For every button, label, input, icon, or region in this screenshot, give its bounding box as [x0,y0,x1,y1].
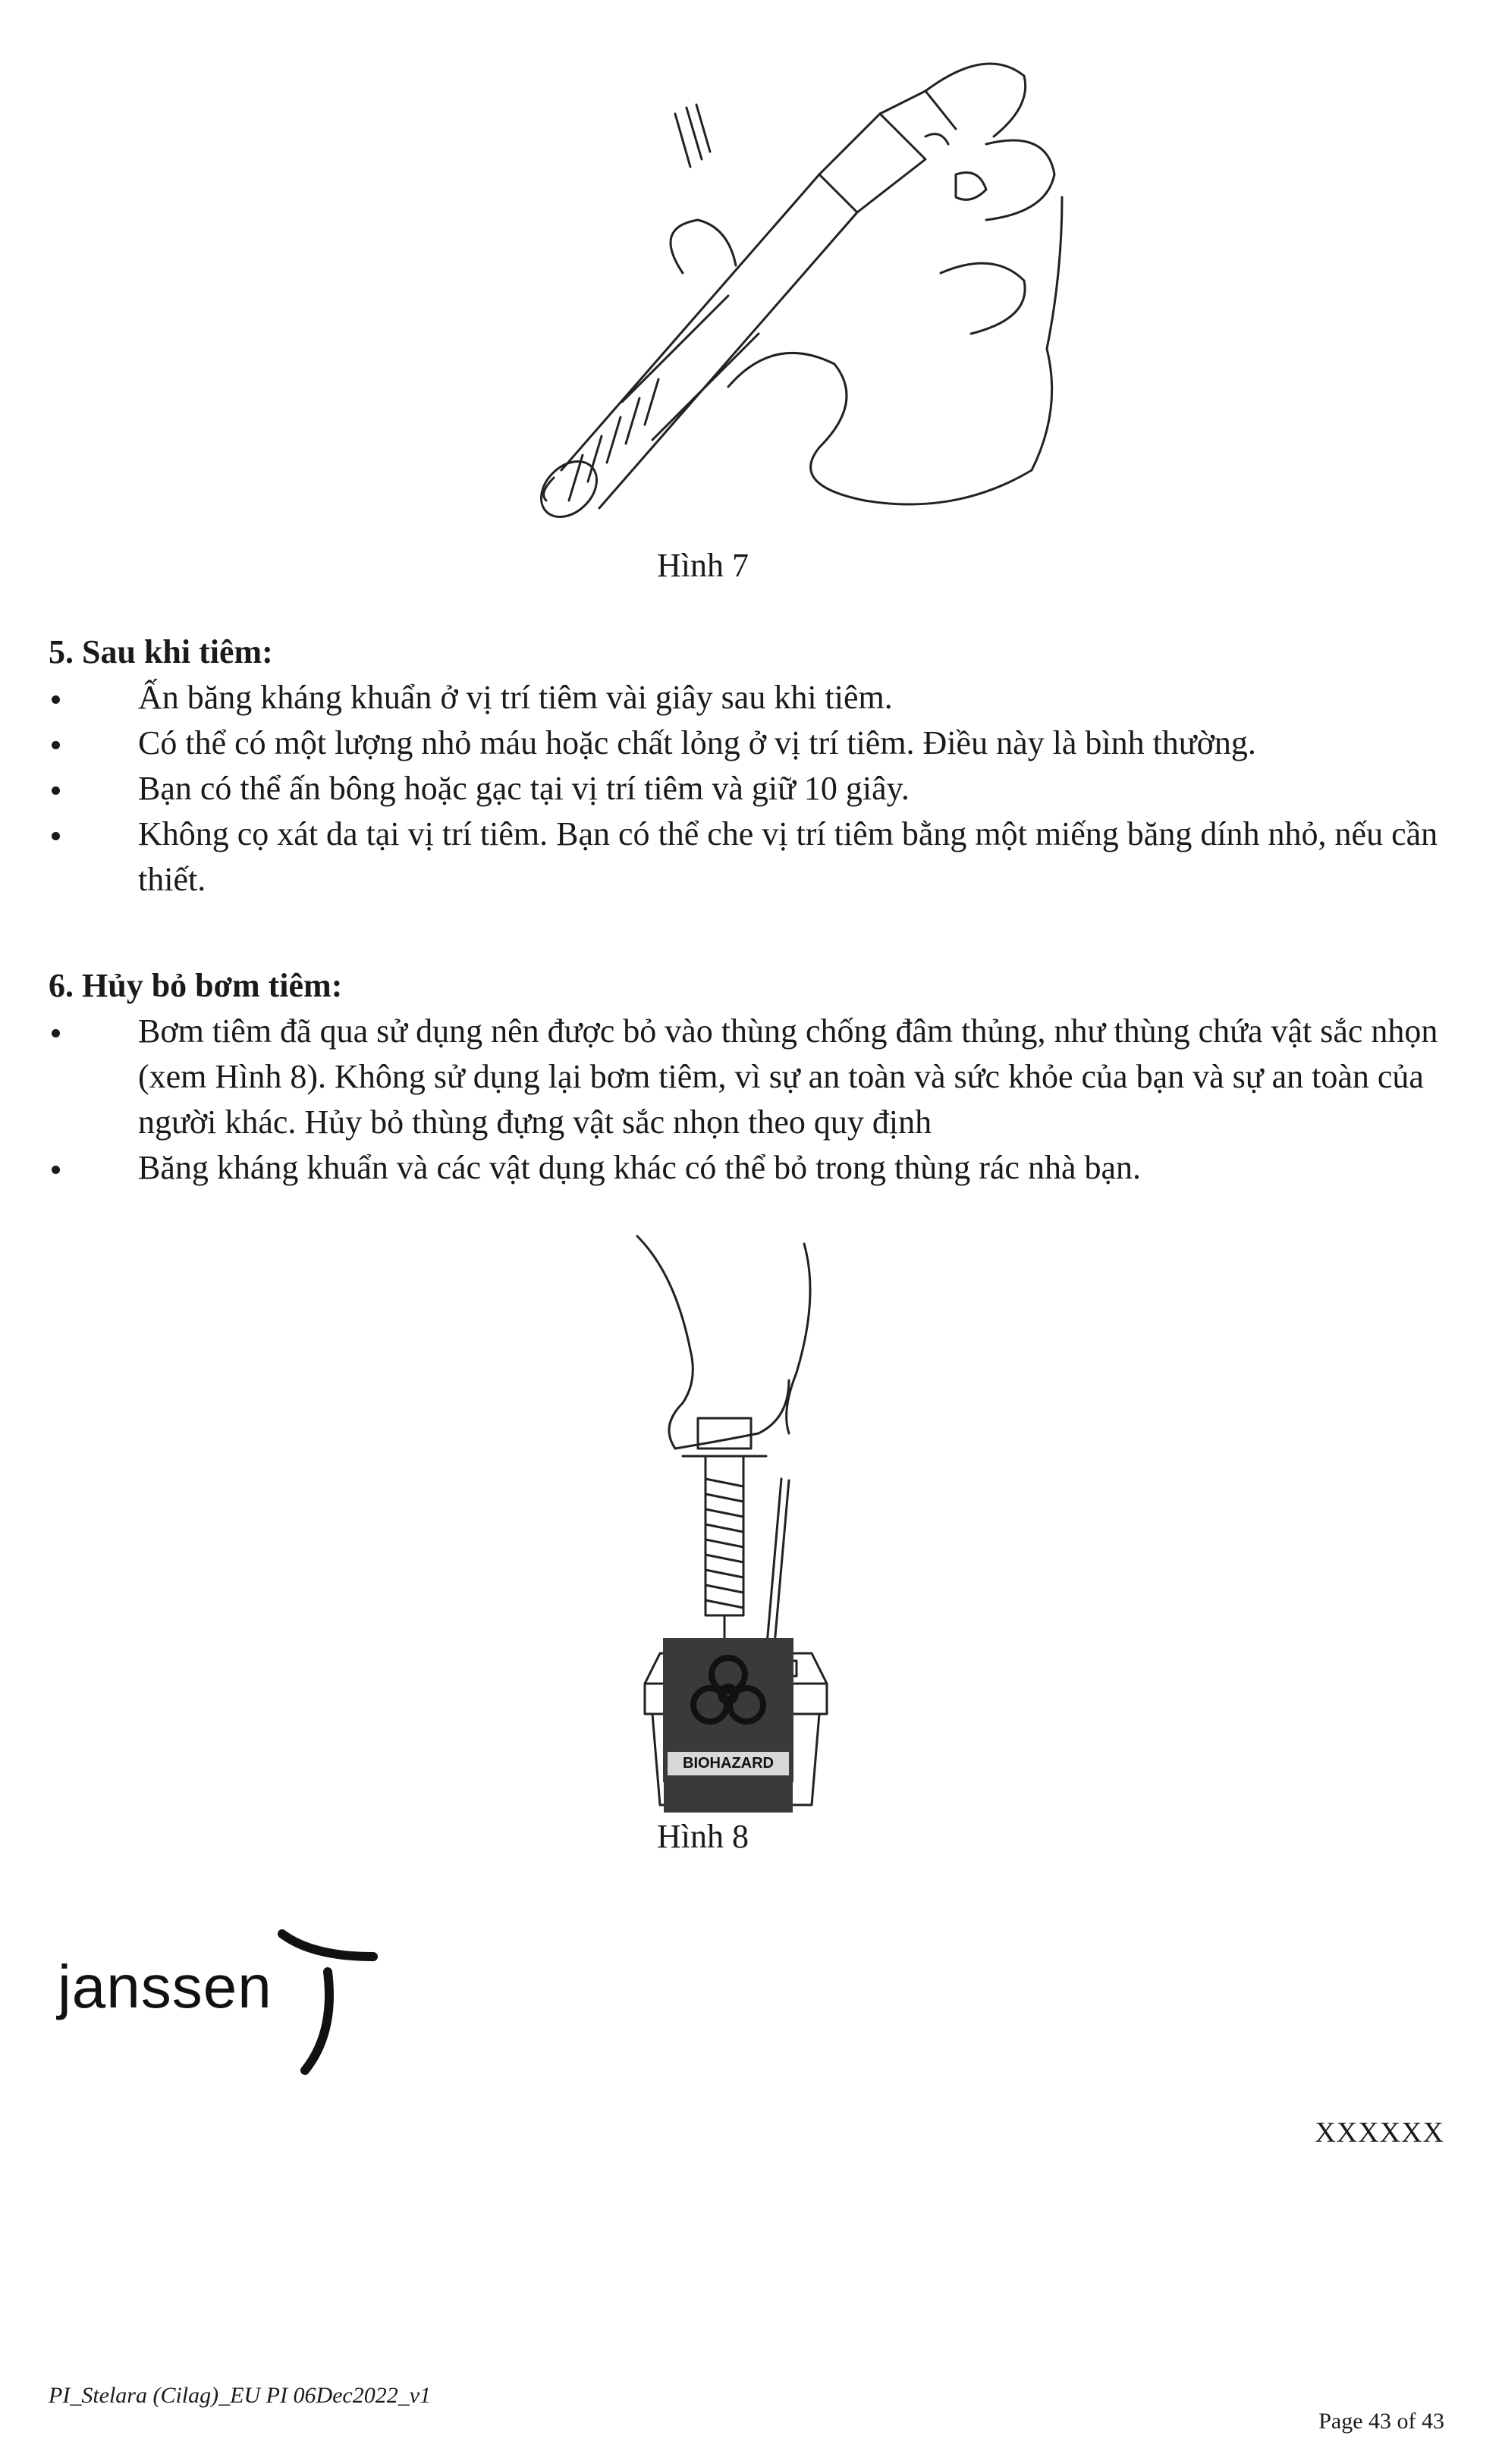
section-5-heading: 5. Sau khi tiêm: [49,633,273,670]
figure-7-syringe-illustration [501,46,1077,531]
list-item: Bơm tiêm đã qua sử dụng nên được bỏ vào thùng chống đâm thủng, như thùng chứa vật sắc nhọn (xem Hình 8). Không sử dụng lại bơm tiêm, vì sự an toàn và sức khỏe của bạn và sự an toàn của người khác. Hủy bỏ thùng đựng vật sắc nhọn theo quy định [49,1009,1444,1145]
document-code: XXXXXX [1315,2117,1444,2149]
list-item: Có thể có một lượng nhỏ máu hoặc chất lỏng ở vị trí tiêm. Điều này là bình thường. [49,720,1444,766]
section-5-list [49,675,1444,902]
footer-document-id: PI_Stelara (Cilag)_EU PI 06Dec2022_v1 [49,2383,432,2408]
footer-page-number: Page 43 of 43 [1318,2409,1444,2434]
biohazard-icon [683,1647,774,1738]
list-item: Ấn băng kháng khuẩn ở vị trí tiêm vài giây sau khi tiêm. [49,675,1444,720]
section-after-injection [49,629,1444,902]
biohazard-label-text: BIOHAZARD [668,1752,789,1775]
figure-8-caption: Hình 8 [657,1818,749,1855]
janssen-logo-text: janssen [58,1953,272,2020]
section-6-list [49,1009,1444,1191]
list-item: Băng kháng khuẩn và các vật dụng khác có thể bỏ trong thùng rác nhà bạn. [49,1145,1444,1191]
section-dispose-syringe [49,963,1444,1191]
list-item: Bạn có thể ấn bông hoặc gạc tại vị trí tiêm và giữ 10 giây. [49,766,1444,811]
list-item: Không cọ xát da tại vị trí tiêm. Bạn có thể che vị trí tiêm bằng một miếng băng dính nhỏ, nếu cần thiết. [49,811,1444,902]
section-6-heading: 6. Hủy bỏ bơm tiêm: [49,967,343,1004]
figure-7-caption: Hình 7 [657,547,749,584]
